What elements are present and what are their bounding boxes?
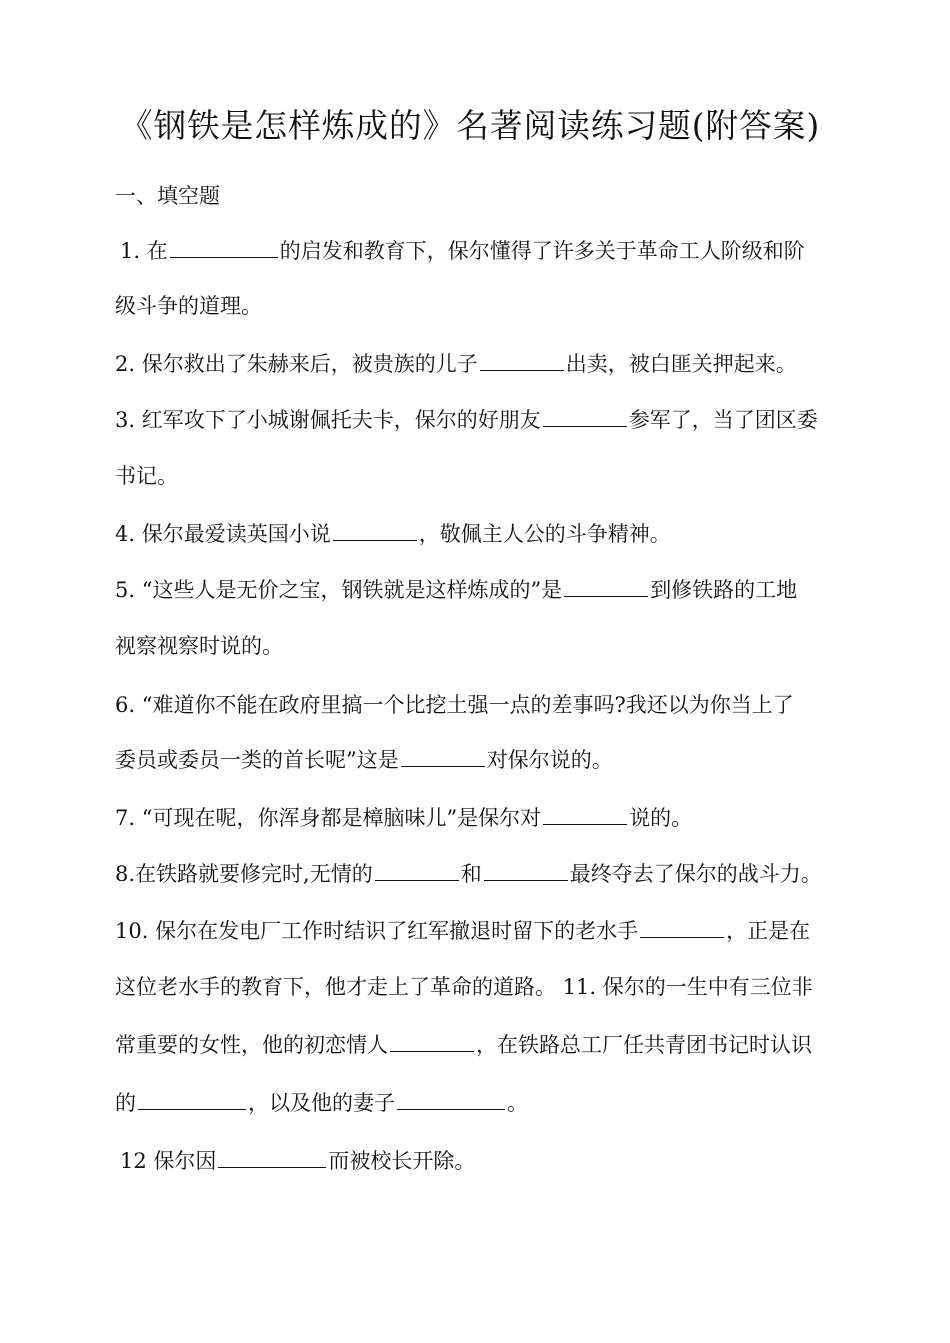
answer-blank xyxy=(564,578,648,597)
q7-text-b: 说的。 xyxy=(629,806,693,830)
answer-blank xyxy=(480,352,564,371)
question-7 xyxy=(115,803,692,833)
q2-text-b: 出卖，被白匪关押起来。 xyxy=(565,352,797,376)
question-2 xyxy=(115,349,797,379)
question-1-line-1 xyxy=(120,236,805,266)
question-8 xyxy=(115,859,822,889)
q6-text-b: 委员或委员一类的首长呢”这是 xyxy=(115,748,399,772)
q5-text-a: 5. “这些人是无价之宝，钢铁就是这样炼成的”是 xyxy=(115,578,563,602)
answer-blank xyxy=(390,1033,474,1052)
q4-text-b: ，敬佩主人公的斗争精神。 xyxy=(418,522,671,546)
question-5-line-1 xyxy=(115,575,797,605)
q8-text-a: 8.在铁路就要修完时,无情的 xyxy=(115,862,373,886)
answer-blank xyxy=(543,408,627,427)
answer-blank xyxy=(401,748,485,767)
question-6-line-1: 6. “难道你不能在政府里搞一个比挖土强一点的差事吗?我还以为你当上了 xyxy=(115,693,794,717)
q3-text-b: 参军了，当了团区委 xyxy=(628,408,818,432)
question-6-line-2 xyxy=(115,745,613,775)
question-4 xyxy=(115,519,671,549)
answer-blank xyxy=(138,1091,246,1110)
question-3-line-2: 书记。 xyxy=(115,464,178,488)
answer-blank xyxy=(333,522,417,541)
q8-text-c: 最终夺去了保尔的战斗力。 xyxy=(569,862,822,886)
answer-blank xyxy=(640,919,724,938)
q3-text-a: 3. 红军攻下了小城谢佩托夫卡，保尔的好朋友 xyxy=(115,408,541,432)
section-heading: 一、填空题 xyxy=(115,184,220,208)
q4-text-a: 4. 保尔最爱读英国小说 xyxy=(115,522,331,546)
q10-text-a: 10. 保尔在发电厂工作时结识了红军撤退时留下的老水手 xyxy=(115,919,639,943)
q11-text-b: ，在铁路总工厂任共青团书记时认识 xyxy=(476,1033,812,1057)
answer-blank xyxy=(543,806,627,825)
q12-text-a: 12 保尔因 xyxy=(120,1149,217,1173)
question-10-line-1 xyxy=(115,916,810,946)
q2-text-a: 2. 保尔救出了朱赫来后，被贵族的儿子 xyxy=(115,352,478,376)
q11-text-c: 的 xyxy=(115,1091,136,1115)
question-5-line-2: 视察视察时说的。 xyxy=(115,634,283,658)
question-11-line-2 xyxy=(115,1088,528,1118)
q1-text-b: 的启发和教育下，保尔懂得了许多关于革命工人阶级和阶 xyxy=(279,239,805,263)
answer-blank xyxy=(484,862,568,881)
question-10-line-2: 这位老水手的教育下，他才走上了革命的道路。 11. 保尔的一生中有三位非 xyxy=(115,975,813,999)
q7-text-a: 7. “可现在呢，你浑身都是樟脑味儿”是保尔对 xyxy=(115,806,542,830)
answer-blank xyxy=(397,1091,505,1110)
q6-text-c: 对保尔说的。 xyxy=(486,748,613,772)
q12-text-b: 而被校长开除。 xyxy=(328,1149,476,1173)
q8-text-b: 和 xyxy=(460,862,482,886)
q11-text-a: 常重要的女性，他的初恋情人 xyxy=(115,1033,388,1057)
q1-text-a: 1. 在 xyxy=(120,239,168,263)
answer-blank xyxy=(375,862,459,881)
question-1-line-2: 级斗争的道理。 xyxy=(115,294,262,318)
answer-blank xyxy=(170,239,278,258)
answer-blank xyxy=(218,1149,326,1168)
page-title: 《钢铁是怎样炼成的》名著阅读练习题(附答案) xyxy=(119,106,821,145)
question-12 xyxy=(120,1146,475,1176)
q10-text-b: ，正是在 xyxy=(726,919,811,943)
question-11-line-1 xyxy=(115,1030,812,1060)
q11-text-e: 。 xyxy=(507,1091,528,1115)
q5-text-b: 到修铁路的工地 xyxy=(650,578,798,602)
q11-text-d: ，以及他的妻子 xyxy=(248,1091,395,1115)
question-3-line-1 xyxy=(115,405,818,435)
